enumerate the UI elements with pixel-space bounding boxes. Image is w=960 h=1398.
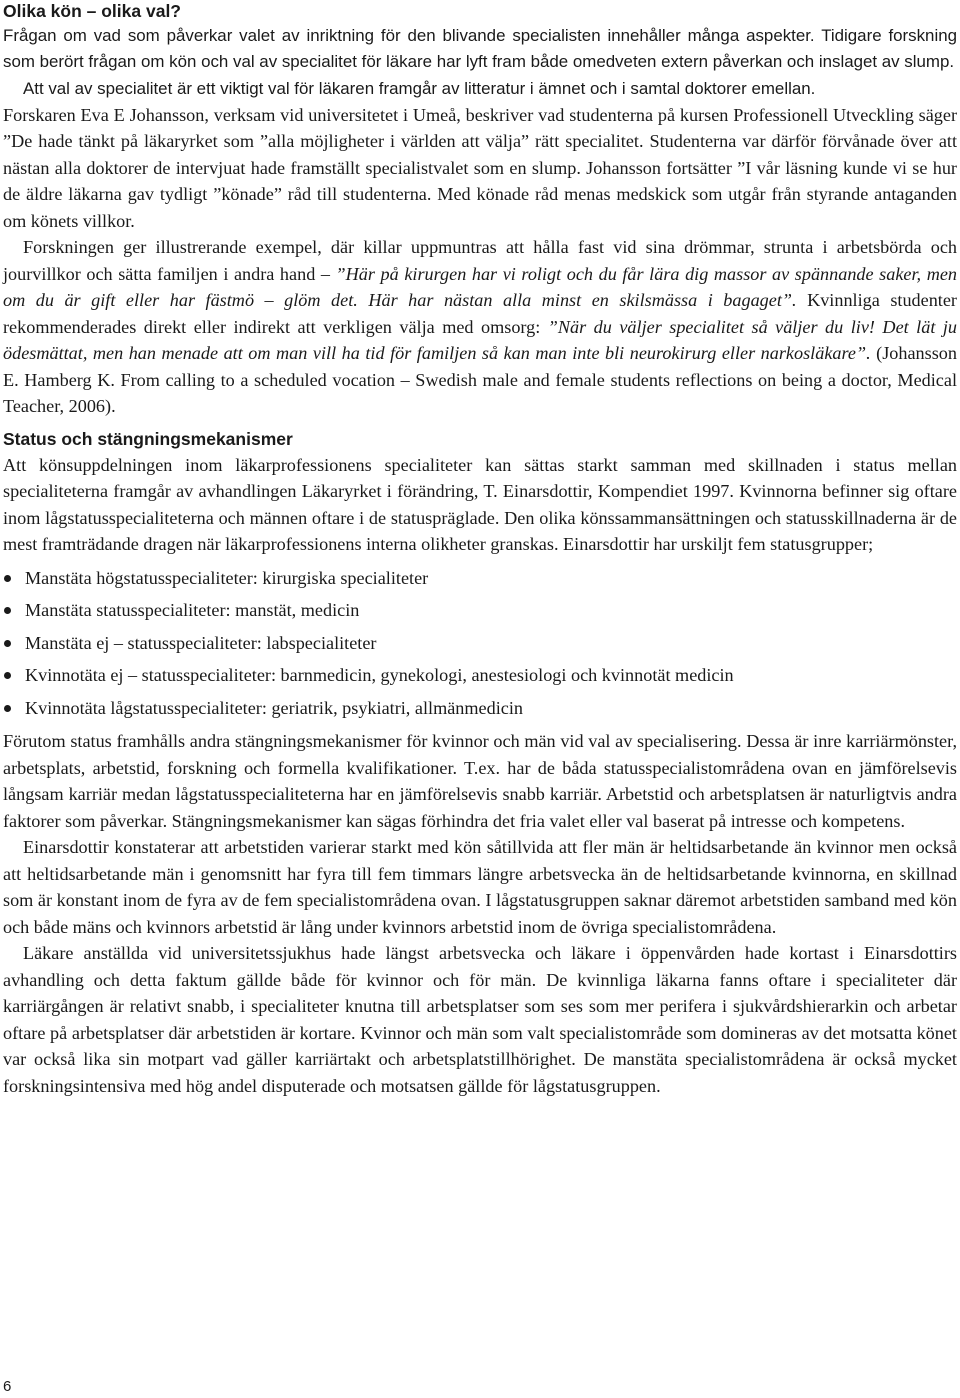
list-item-text: Kvinnotäta lågstatusspecialiteter: geriatrik, psykiatri, allmänmedicin	[25, 697, 523, 718]
section-heading-olika-kon: Olika kön – olika val?	[3, 1, 181, 21]
list-item-text: Manstäta statusspecialiteter: manstät, medicin	[25, 600, 360, 621]
list-item	[3, 659, 957, 692]
list-item	[3, 627, 957, 660]
bullet-icon	[4, 607, 11, 614]
list-item-text: Kvinnotäta ej – statusspecialiteter: barnmedicin, gynekologi, anestesiologi och kvinnotät medicin	[25, 665, 734, 686]
section-heading-status: Status och stängningsmekanismer	[3, 428, 293, 449]
text-span: Kvinnliga studenter rekommenderades direkt eller indirekt att verkligen välja med omsorg:	[3, 290, 957, 337]
list-item-text: Manstäta högstatusspecialiteter: kirurgiska specialiteter	[25, 567, 429, 588]
paragraph-konsuppdelning: Att könsuppdelningen inom läkarprofessionens specialiteter kan sättas starkt samman med skillnaden i status mellan specialiteterna framgår av avhandlingen Läkaryrket i förändring, T. Einarsdottir, Kompendiet 1997. Kvinnorna befinner sig oftare inom lågstatusspecialiteterna och männen oftare i de statuspräglade. Den olika könssammansättningen och statusskillnaderna är de mest framträdande dragen när läkarprofessionens interna olikheter granskas. Einarsdottir har urskiljt fem statusgrupper;	[3, 454, 957, 555]
status-group-list	[3, 562, 957, 725]
quote-valjer-liv: ”När du väljer specialitet så väljer du liv! Det lät ju ödesmättat, men han menade att om man vill ha tid för familjen så kan man inte bli neurokirurg eller narkosläkare”.	[3, 316, 958, 364]
bullet-icon	[4, 672, 11, 679]
quote-kirurgen: ”Här på kirurgen har vi roligt och du får lära dig massor av spännande saker, men om du är gift eller har fästmö – glöm det. Här har nästan alla minst en skilsmässa i bagaget”.	[3, 263, 957, 311]
bullet-icon	[4, 705, 11, 712]
document-page	[3, 0, 957, 1099]
paragraph-intro: Frågan om vad som påverkar valet av inriktning för den blivande specialisten innehåller många aspekter. Tidigare forskning som berört frågan om kön och val av specialitet för läkare har lyft fram både omedveten extern påverkan och inslaget av slump.	[3, 26, 957, 72]
paragraph-johansson: Forskaren Eva E Johansson, verksam vid universitetet i Umeå, beskriver vad studenterna på kursen Professionell Utveckling säger ”De hade tänkt på läkaryrket som ”alla möjligheter i världen att välja” rätt specialitet. Studenterna var därför förvånade över att nästan alla doktorer de intervjuat hade framställt specialistvalet som en slump. Johansson fortsätter ”I vår läsning kunde vi se hur de äldre läkarna gav tydligt ”könade” råd till studenterna. Med könade råd menas medskick som utgår från styrande antaganden om könets villkor.	[3, 104, 957, 231]
list-item-text: Manstäta ej – statusspecialiteter: labspecialiteter	[25, 632, 377, 653]
list-item	[3, 692, 957, 725]
paragraph-specialitet-val: Att val av specialitet är ett viktigt val för läkaren framgår av litteratur i ämnet och i samtal doktorer emellan.	[23, 78, 816, 98]
paragraph-universitetssjukhus: Läkare anställda vid universitetssjukhus hade längst arbetsvecka och läkare i öppenvården hade kortast i Einarsdottirs avhandling och detta faktum gällde både för kvinnor och för män. De kvinnliga läkarna fanns oftare i specialiteter där karriärgången är relativt snabb, i specialiteter knutna till arbetsplatser som ses som mer perifera i sjukvårdshierarkin och arbetar oftare på arbetsplatser där arbetstiden är kortare. Kvinnor och män som valt specialistområde som domineras av det motsatta könet var också lika sin motpart vad gäller karriärtakt och arbetsplatstillhörighet. De manstäta specialistområdena är också mycket forskningsintensiva med hög andel disputerade och motsatsen gällde för lågstatusgruppen.	[3, 943, 957, 1096]
list-item	[3, 562, 957, 595]
citation-johansson: (Johansson E. Hamberg K. From calling to a scheduled vocation – Swedish male and female students reflections on being a doctor, Medical Teacher, 2006).	[3, 343, 957, 417]
paragraph-forskning-exempel	[3, 234, 957, 420]
text-span: Forskningen ger illustrerande exempel, där killar uppmuntras att hålla fast vid sina drömmar, strunta i arbetsbörda och jourvillkor och sätta familjen i andra hand –	[3, 237, 957, 284]
list-item	[3, 594, 957, 627]
bullet-icon	[4, 575, 11, 582]
bullet-icon	[4, 640, 11, 647]
paragraph-stangningsmekanismer: Förutom status framhålls andra stängningsmekanismer för kvinnor och män vid val av specialisering. Dessa är inre karriärmönster, arbetsplats, arbetstid, forskning och formella kvalifikationer. T.ex. har de båda statusspecialistområdena ovan en jämförelsevis långsam karriär medan lågstatusspecialiteterna har en jämförelsevis snabb karriär. Arbetstid och arbetsplatsen är naturligtvis andra faktorer som påverkar. Stängningsmekanismer kan sägas förhindra det fria valet eller val baserat på intresse och kompetens.	[3, 731, 957, 831]
page-number: 6	[3, 1378, 12, 1395]
paragraph-arbetstid: Einarsdottir konstaterar att arbetstiden varierar starkt med kön såtillvida att fler män är heltidsarbetande än kvinnor men också att heltidsarbetande män i genomsnitt har fyra till fem timmars längre arbetsvecka än de heltidsarbetande kvinnorna, en skillnad som är konstant inom de fyra av de fem specialistområdena ovan. I lågstatusgruppen saknar däremot arbetstiden samband med kön och både mäns och kvinnors arbetstid är lång under kvinnors arbetstid inom de övriga specialistområdena.	[3, 837, 957, 937]
